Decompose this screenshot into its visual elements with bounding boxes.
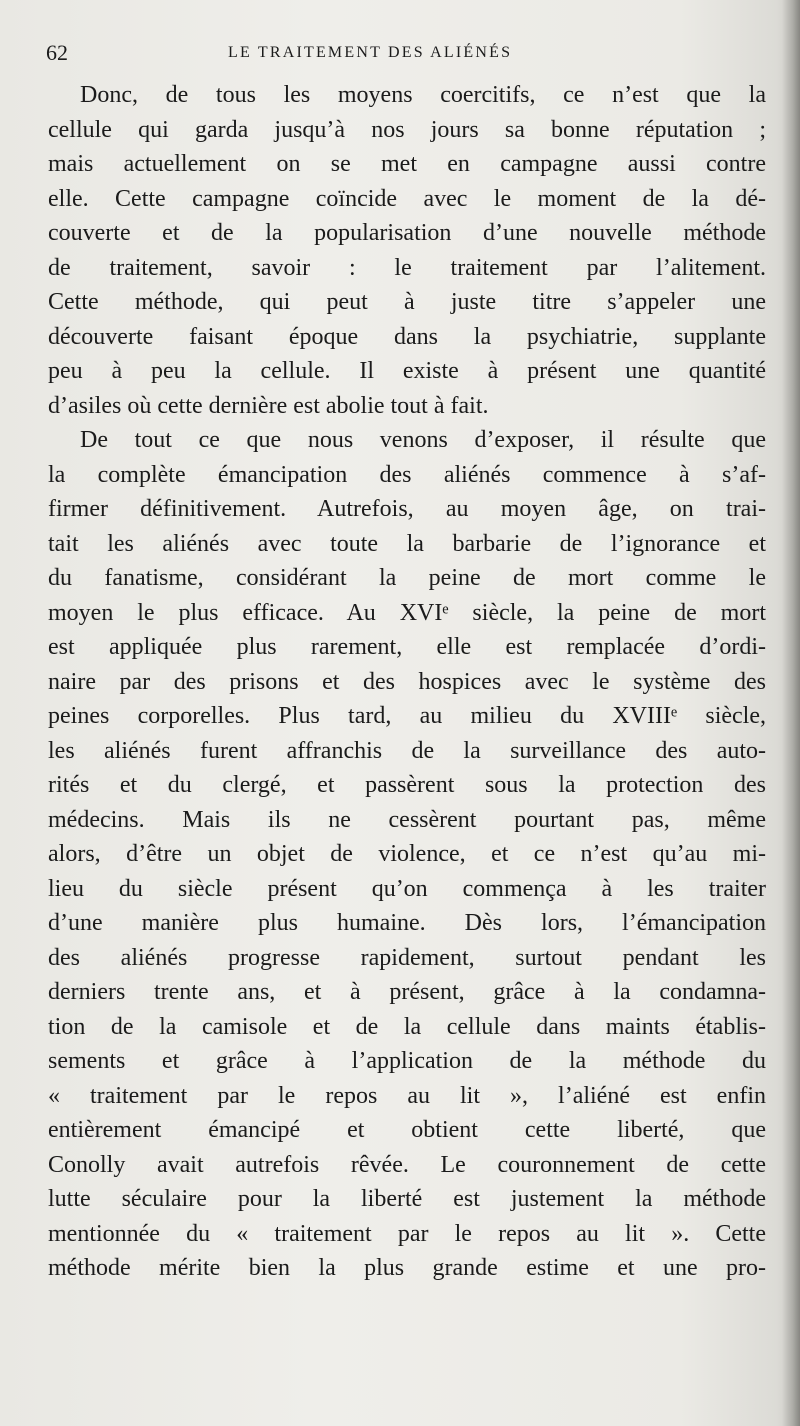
text-line: entièrement émancipé et obtient cette liberté, que (48, 1117, 766, 1143)
text-line: rités et du clergé, et passèrent sous la protection des (48, 772, 766, 798)
text-line: Cette méthode, qui peut à juste titre s’appeler une (48, 289, 766, 315)
text-line: De tout ce que nous venons d’exposer, il résulte que (80, 427, 766, 453)
text-line: est appliquée plus rarement, elle est remplacée d’ordi- (48, 634, 766, 660)
text-line: mentionnée du « traitement par le repos au lit ». Cette (48, 1220, 766, 1247)
text-line: firmer définitivement. Autrefois, au moyen âge, on trai- (48, 496, 766, 522)
text-line: tait les aliénés avec toute la barbarie de l’ignorance et (48, 530, 766, 557)
text-line: mais actuellement on se met en campagne aussi contre (48, 151, 766, 177)
text-line: peines corporelles. Plus tard, au milieu du XVIIIᵉ siècle, (48, 703, 766, 729)
text-line: lieu du siècle présent qu’on commença à les traiter (48, 875, 766, 902)
text-line: elle. Cette campagne coïncide avec le moment de la dé- (48, 185, 766, 212)
text-line: la complète émancipation des aliénés commence à s’af- (48, 461, 766, 488)
text-line: d’asiles où cette dernière est abolie tout à fait. (48, 392, 489, 419)
page-number: 62 (46, 40, 68, 65)
text-line: les aliénés furent affranchis de la surveillance des auto- (48, 737, 766, 764)
text-line: derniers trente ans, et à présent, grâce à la condamna- (48, 979, 766, 1005)
paragraph (48, 423, 766, 1286)
text-line: des aliénés progresse rapidement, surtout pendant les (48, 944, 766, 971)
text-line: méthode mérite bien la plus grande estime et une pro- (48, 1255, 766, 1281)
text-line: lutte séculaire pour la liberté est justement la méthode (48, 1186, 766, 1212)
text-line: Conolly avait autrefois rêvée. Le couronnement de cette (48, 1151, 766, 1178)
text-line: d’une manière plus humaine. Dès lors, l’émancipation (48, 910, 766, 936)
page-header (46, 40, 766, 70)
running-head: LE TRAITEMENT DES ALIÉNÉS (228, 44, 513, 61)
text-line: naire par des prisons et des hospices avec le système des (48, 668, 766, 695)
text-line: découverte faisant époque dans la psychiatrie, supplante (48, 323, 766, 350)
text-line: de traitement, savoir : le traitement par l’alitement. (48, 254, 766, 281)
text-line: médecins. Mais ils ne cessèrent pourtant pas, même (48, 806, 766, 833)
text-line: sements et grâce à l’application de la méthode du (48, 1048, 766, 1074)
text-line: cellule qui garda jusqu’à nos jours sa bonne réputation ; (48, 116, 766, 143)
text-line: alors, d’être un objet de violence, et ce n’est qu’au mi- (48, 841, 766, 867)
text-line: Donc, de tous les moyens coercitifs, ce n’est que la (80, 82, 766, 108)
text-line: tion de la camisole et de la cellule dans maints établis- (48, 1013, 766, 1040)
paragraph (48, 78, 766, 423)
text-line: couverte et de la popularisation d’une nouvelle méthode (48, 220, 766, 246)
text-line: du fanatisme, considérant la peine de mort comme le (48, 565, 766, 591)
text-line: moyen le plus efficace. Au XVIᵉ siècle, la peine de mort (48, 599, 766, 626)
body-text (48, 78, 766, 1286)
page-edge-shadow (782, 0, 800, 1426)
text-line: « traitement par le repos au lit », l’aliéné est enfin (48, 1082, 766, 1109)
text-line: peu à peu la cellule. Il existe à présent une quantité (48, 358, 766, 384)
